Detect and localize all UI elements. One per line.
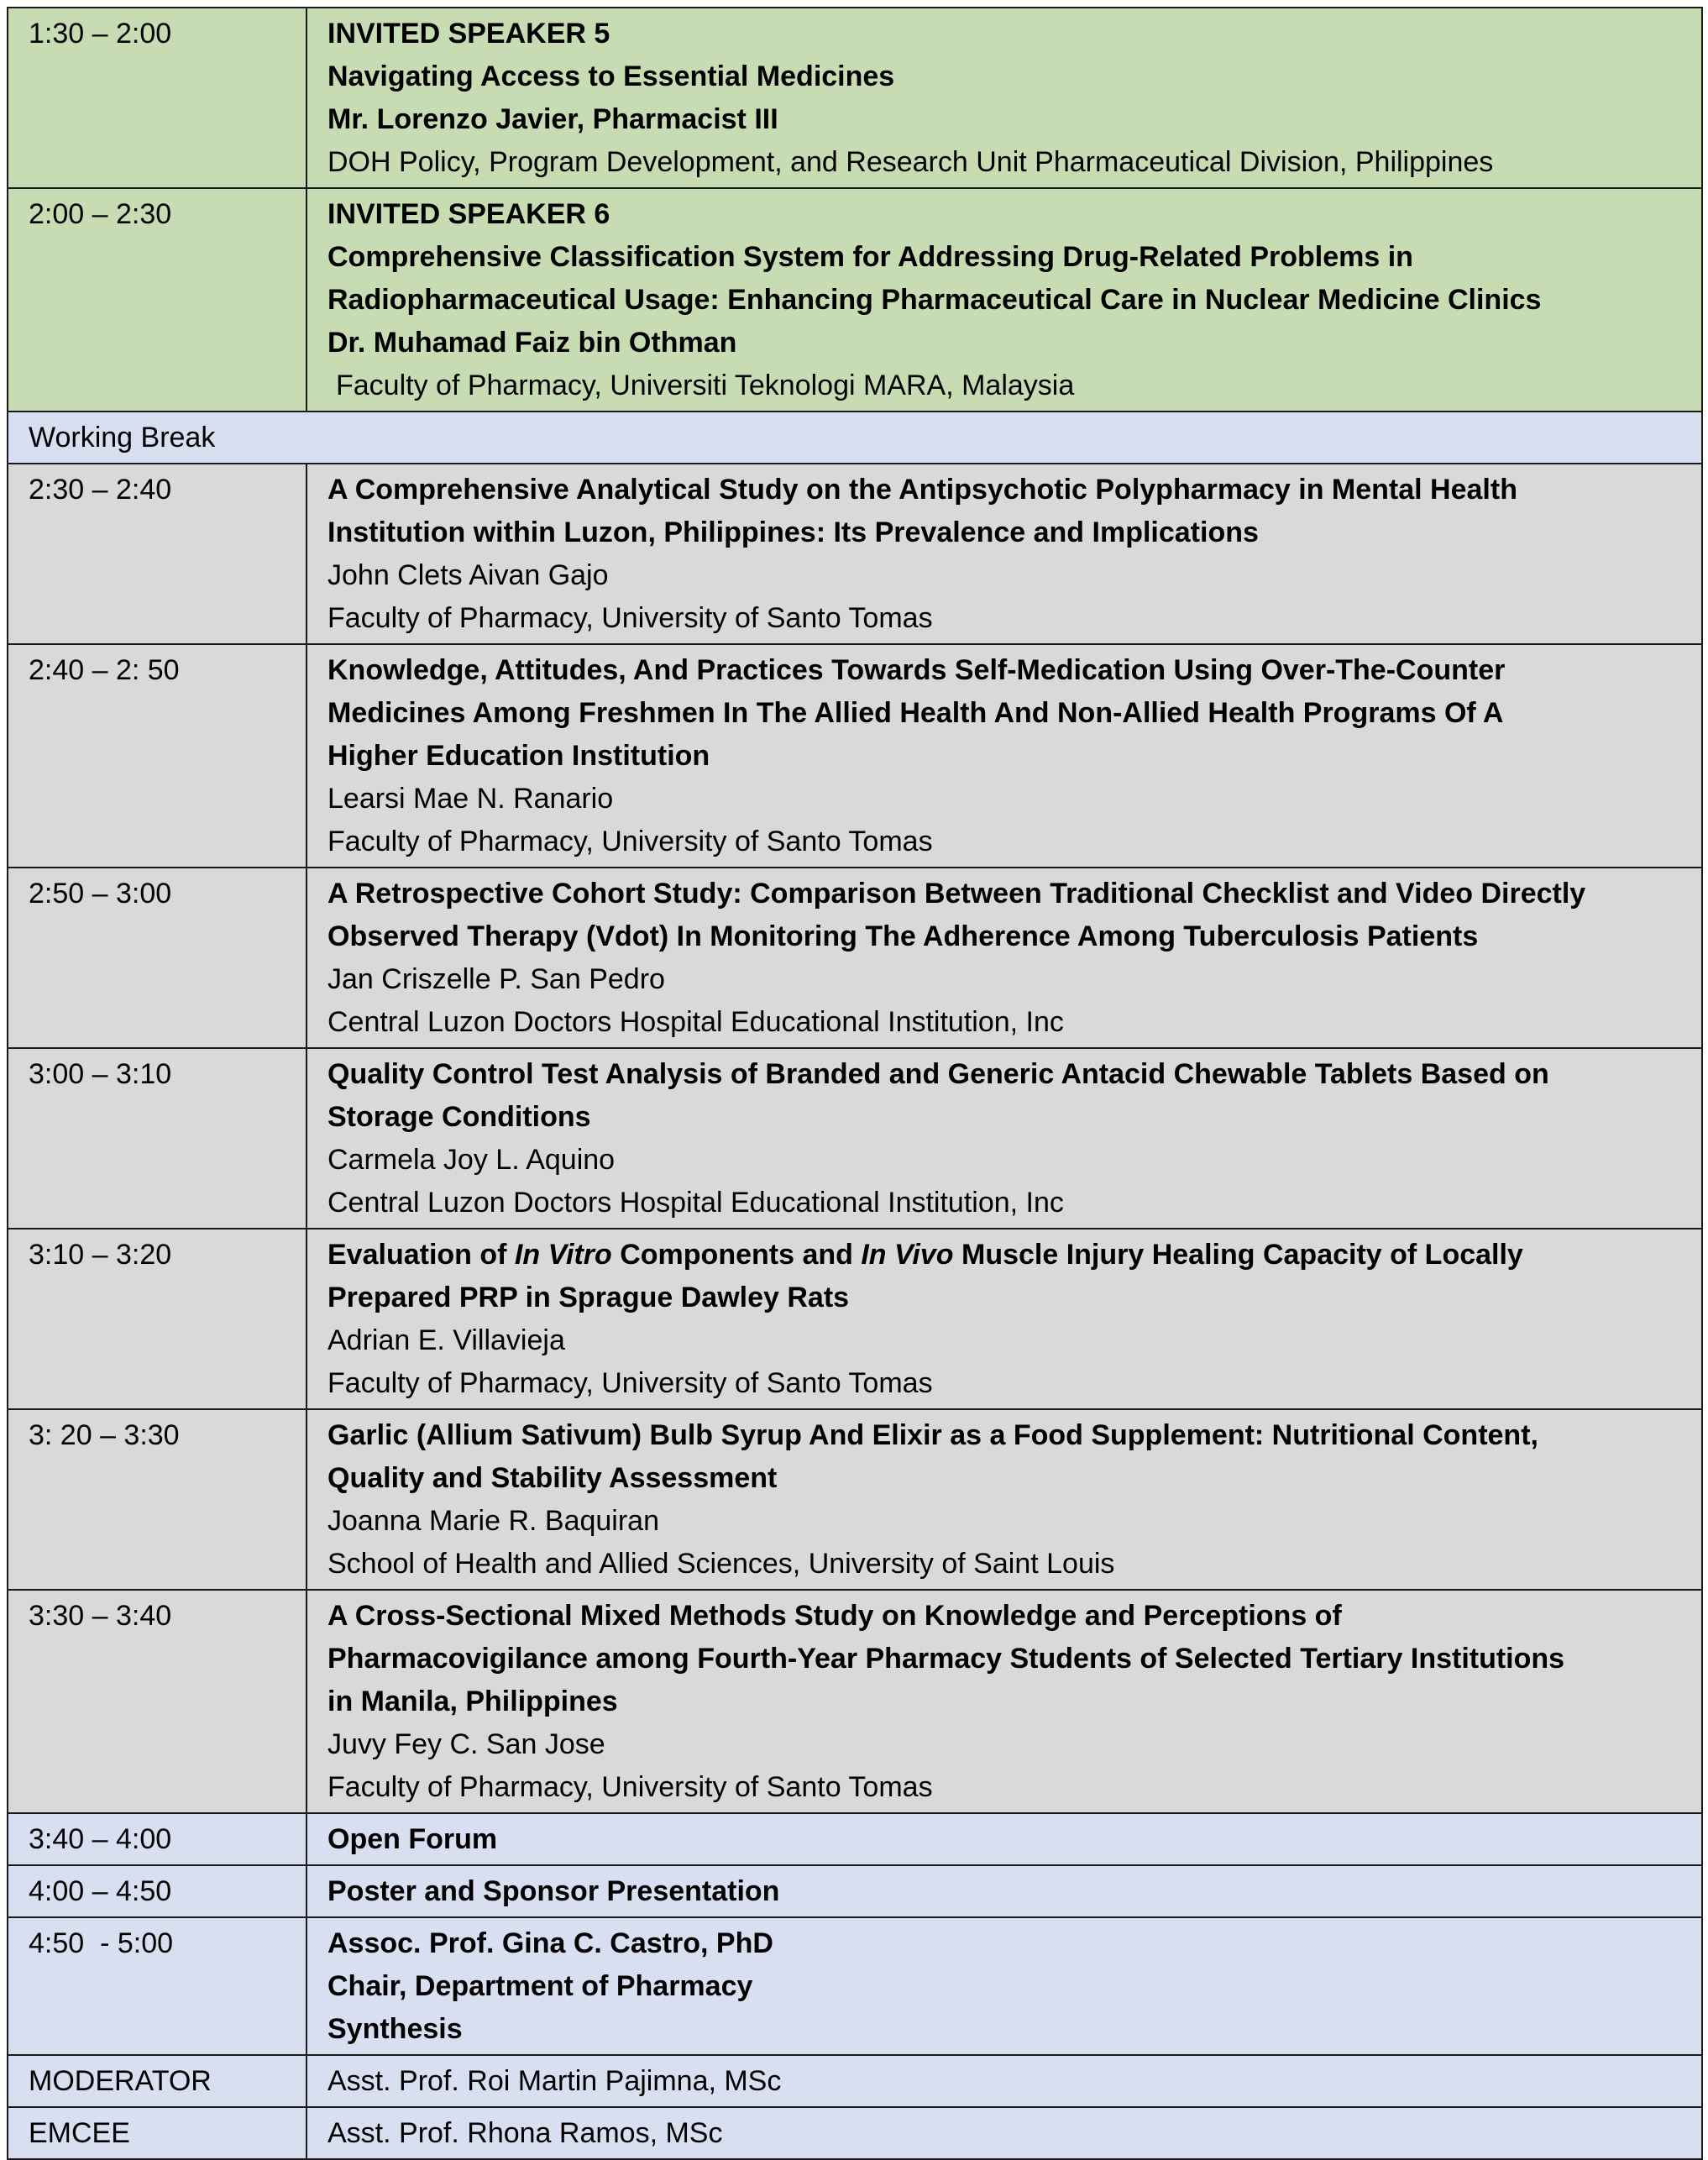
presenter-affiliation: Faculty of Pharmacy, University of Santo Tomas (327, 826, 933, 857)
presenter-name: Jan Criszelle P. San Pedro (327, 963, 665, 995)
presenter-affiliation: Faculty of Pharmacy, University of Santo Tomas (327, 1771, 933, 1803)
presenter-name: Carmela Joy L. Aquino (327, 1144, 616, 1176)
session-row (8, 1865, 1702, 1917)
presentation-title-line: Knowledge, Attitudes, And Practices Towards Self-Medication Using Over-The-Counter (327, 654, 1506, 686)
presenter-affiliation: Faculty of Pharmacy, University of Santo Tomas (327, 602, 933, 634)
time-cell (8, 1865, 306, 1917)
talk-title-line: Comprehensive Classification System for Addressing Drug-Related Problems in (327, 241, 1413, 273)
time-slot: 3:30 – 3:40 (29, 1600, 172, 1632)
time-slot: 3: 20 – 3:30 (29, 1419, 180, 1451)
session-detail-cell (306, 188, 1702, 412)
talk-title-line: Navigating Access to Essential Medicines (327, 60, 895, 92)
synthesis-speaker-position: Chair, Department of Pharmacy (327, 1970, 753, 2002)
working-break-cell (8, 412, 1702, 464)
presenter-affiliation: Central Luzon Doctors Hospital Educational Institution, Inc (327, 1187, 1064, 1219)
time-slot: 3:10 – 3:20 (29, 1239, 172, 1271)
time-cell (8, 188, 306, 412)
presentation-row (8, 1409, 1702, 1590)
presentation-title-line: Institution within Luzon, Philippines: Its Prevalence and Implications (327, 516, 1259, 548)
title-text: Components and (611, 1239, 862, 1271)
speaker-affiliation: DOH Policy, Program Development, and Research Unit Pharmaceutical Division, Philippines (327, 146, 1494, 178)
time-cell (8, 8, 306, 188)
session-detail-cell (306, 1917, 1702, 2055)
presenter-name: Juvy Fey C. San Jose (327, 1728, 605, 1760)
time-slot: 1:30 – 2:00 (29, 18, 172, 50)
emcee-name: Asst. Prof. Rhona Ramos, MSc (327, 2117, 723, 2149)
presentation-detail-cell (306, 644, 1702, 868)
presentation-title-line: Medicines Among Freshmen In The Allied Health And Non-Allied Health Programs Of A (327, 697, 1504, 729)
time-slot: 4:50 - 5:00 (29, 1927, 174, 1959)
role-cell (8, 2055, 306, 2107)
presentation-title-line: Observed Therapy (Vdot) In Monitoring The Adherence Among Tuberculosis Patients (327, 920, 1479, 952)
working-break-label: Working Break (29, 422, 216, 453)
emcee-row (8, 2107, 1702, 2159)
presenter-affiliation: School of Health and Allied Sciences, University of Saint Louis (327, 1548, 1115, 1580)
time-cell (8, 1813, 306, 1865)
session-detail-cell (306, 1813, 1702, 1865)
time-cell (8, 1917, 306, 2055)
invited-speaker-row (8, 188, 1702, 412)
session-title: Poster and Sponsor Presentation (327, 1875, 780, 1907)
presenter-affiliation: Central Luzon Doctors Hospital Educational Institution, Inc (327, 1006, 1064, 1038)
time-cell (8, 868, 306, 1048)
role-name-cell (306, 2107, 1702, 2159)
presentation-title-line: Higher Education Institution (327, 740, 710, 772)
role-label: EMCEE (29, 2117, 130, 2149)
program-schedule-table (7, 7, 1703, 2160)
presentation-title-line: Storage Conditions (327, 1101, 591, 1133)
presenter-name: Joanna Marie R. Baquiran (327, 1505, 660, 1537)
presentation-detail-cell (306, 1229, 1702, 1409)
presenter-affiliation: Faculty of Pharmacy, University of Santo Tomas (327, 1367, 933, 1399)
session-title: Open Forum (327, 1823, 498, 1855)
time-cell (8, 1590, 306, 1813)
time-slot: 3:00 – 3:10 (29, 1058, 172, 1090)
presentation-row (8, 644, 1702, 868)
title-text: Evaluation of (327, 1239, 515, 1271)
session-detail-cell (306, 1865, 1702, 1917)
title-italic-text: In Vivo (861, 1239, 954, 1271)
role-cell (8, 2107, 306, 2159)
invited-speaker-row (8, 8, 1702, 188)
speaker-label: INVITED SPEAKER 6 (327, 198, 610, 230)
speaker-label: INVITED SPEAKER 5 (327, 18, 610, 50)
presentation-title-line: A Retrospective Cohort Study: Comparison Between Traditional Checklist and Video Directly (327, 878, 1586, 910)
time-slot: 4:00 – 4:50 (29, 1875, 172, 1907)
presentation-row (8, 1048, 1702, 1229)
presentation-detail-cell (306, 1590, 1702, 1813)
presentation-row (8, 464, 1702, 644)
presentation-title-line: A Cross-Sectional Mixed Methods Study on Knowledge and Perceptions of (327, 1600, 1342, 1632)
time-cell (8, 1409, 306, 1590)
time-slot: 2:40 – 2: 50 (29, 654, 180, 686)
presentation-row (8, 868, 1702, 1048)
time-cell (8, 644, 306, 868)
presenter-name: Learsi Mae N. Ranario (327, 783, 614, 815)
session-row (8, 1917, 1702, 2055)
time-slot: 2:50 – 3:00 (29, 878, 172, 910)
speaker-name: Mr. Lorenzo Javier, Pharmacist III (327, 103, 778, 135)
presenter-name: Adrian E. Villavieja (327, 1324, 565, 1356)
presentation-detail-cell (306, 868, 1702, 1048)
presentation-detail-cell (306, 1048, 1702, 1229)
presentation-title-line: Quality Control Test Analysis of Branded and Generic Antacid Chewable Tablets Based on (327, 1058, 1549, 1090)
presentation-row (8, 1590, 1702, 1813)
role-name-cell (306, 2055, 1702, 2107)
presentation-title-line (327, 1234, 1681, 1277)
title-italic-text: In Vitro (514, 1239, 612, 1271)
time-slot: 2:30 – 2:40 (29, 474, 172, 506)
presentation-detail-cell (306, 1409, 1702, 1590)
presentation-title-line: Prepared PRP in Sprague Dawley Rats (327, 1282, 850, 1313)
presenter-name: John Clets Aivan Gajo (327, 559, 609, 591)
presentation-title-line: Garlic (Allium Sativum) Bulb Syrup And Elixir as a Food Supplement: Nutritional Content, (327, 1419, 1538, 1451)
moderator-name: Asst. Prof. Roi Martin Pajimna, MSc (327, 2065, 782, 2097)
time-slot: 2:00 – 2:30 (29, 198, 172, 230)
title-text: Muscle Injury Healing Capacity of Locally (953, 1239, 1523, 1271)
presentation-title-line: A Comprehensive Analytical Study on the Antipsychotic Polypharmacy in Mental Health (327, 474, 1517, 506)
presentation-row (8, 1229, 1702, 1409)
speaker-name: Dr. Muhamad Faiz bin Othman (327, 327, 737, 359)
presentation-title-line: Pharmacovigilance among Fourth-Year Pharmacy Students of Selected Tertiary Institutions (327, 1643, 1565, 1675)
session-detail-cell (306, 8, 1702, 188)
talk-title-line: Radiopharmaceutical Usage: Enhancing Pharmaceutical Care in Nuclear Medicine Clinics (327, 284, 1542, 316)
session-row (8, 1813, 1702, 1865)
speaker-affiliation: Faculty of Pharmacy, Universiti Teknologi MARA, Malaysia (336, 370, 1075, 401)
session-title: Synthesis (327, 2013, 463, 2045)
moderator-row (8, 2055, 1702, 2107)
presentation-title-line: in Manila, Philippines (327, 1686, 618, 1717)
presentation-detail-cell (306, 464, 1702, 644)
time-cell (8, 1229, 306, 1409)
presentation-title-line: Quality and Stability Assessment (327, 1462, 778, 1494)
time-cell (8, 1048, 306, 1229)
time-slot: 3:40 – 4:00 (29, 1823, 172, 1855)
role-label: MODERATOR (29, 2065, 212, 2097)
working-break-row (8, 412, 1702, 464)
time-cell (8, 464, 306, 644)
synthesis-speaker-name: Assoc. Prof. Gina C. Castro, PhD (327, 1927, 773, 1959)
